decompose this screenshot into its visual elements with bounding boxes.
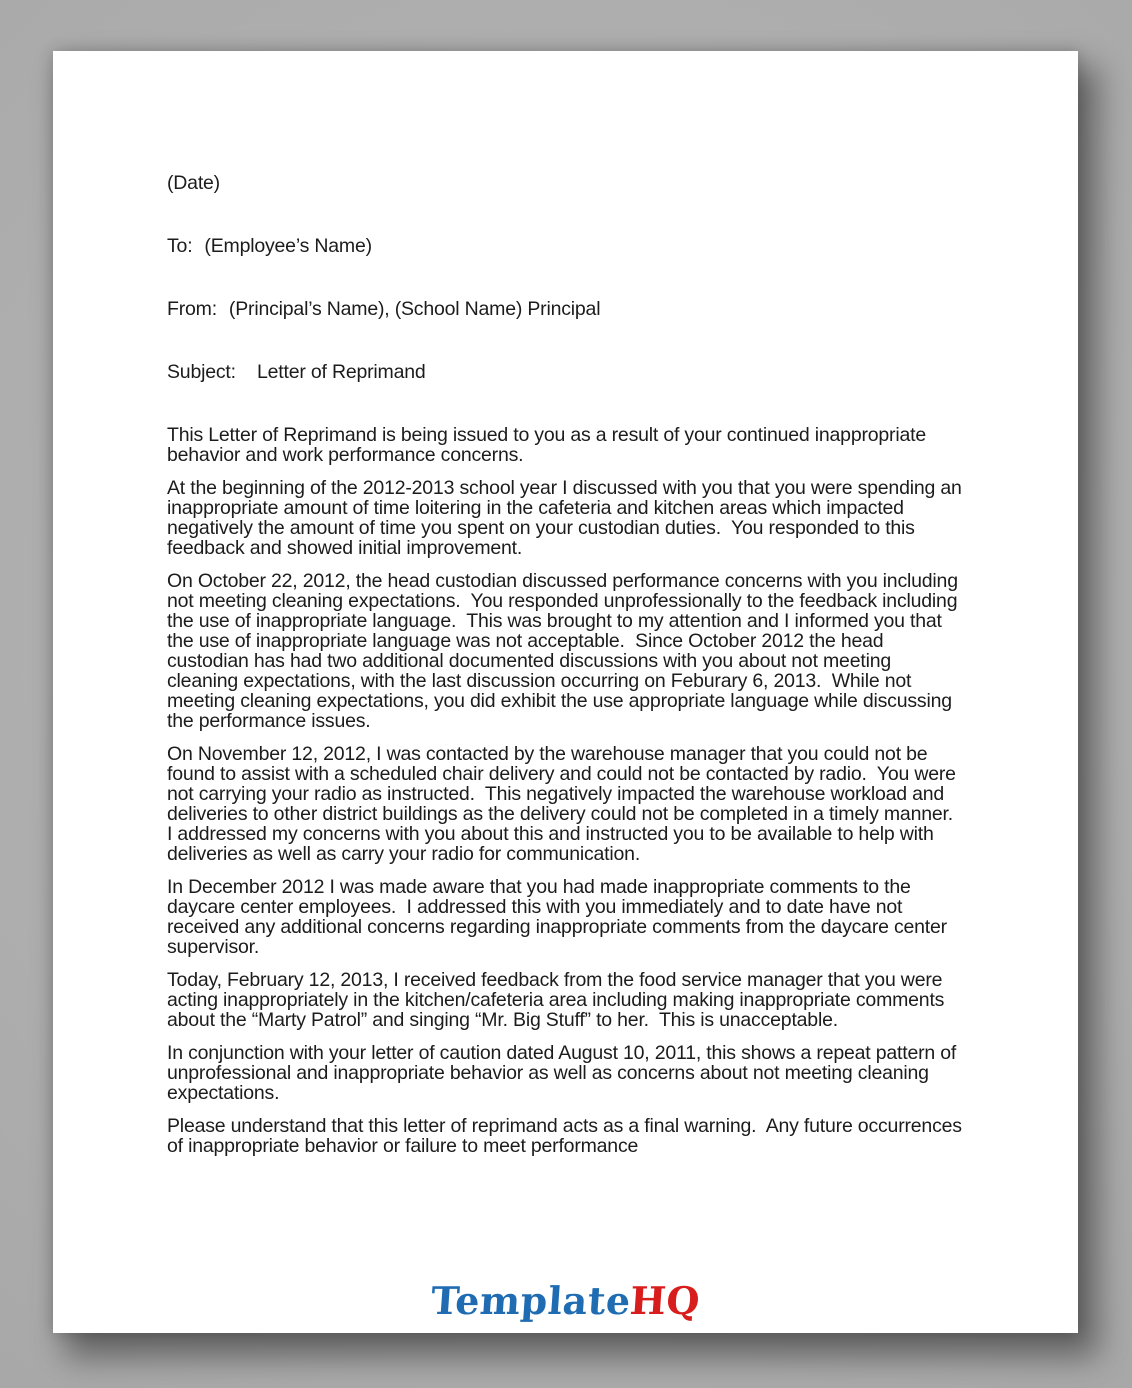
from-label: From:	[167, 298, 217, 320]
templatehq-logo	[53, 1280, 1078, 1322]
paragraph-conjunction: In conjunction with your letter of caution dated August 10, 2011, this shows a repeat pattern of unprofessional and inappropriate behavior as well as concerns about not meeting cleaning expectations.	[167, 1042, 962, 1104]
paragraph-october: On October 22, 2012, the head custodian discussed performance concerns with you including not meeting cleaning expectations. You responded unprofessionally to the feedback including the use of inappropriate language. This was brought to my attention and I informed you that the use of inappropriate language was not acceptable. Since October 2012 the head custodian has had two additional documented discussions with you about not meeting cleaning expectations, with the last discussion occurring on Feburary 6, 2013. While not meeting cleaning expectations, you did exhibit the use appropriate language while discussing the performance issues.	[167, 570, 964, 732]
letter-document	[53, 51, 1078, 1333]
to-label: To:	[167, 235, 193, 257]
logo-text-template: Template	[429, 1278, 632, 1323]
from-line	[167, 299, 965, 319]
from-value: (Principal’s Name), (School Name) Principal	[228, 298, 601, 320]
logo-text-hq: HQ	[628, 1278, 702, 1323]
to-line	[167, 236, 965, 256]
paragraph-december: In December 2012 I was made aware that you had made inappropriate comments to the daycare center employees. I addressed this with you immediately and to date have not received any additional concerns regarding inappropriate comments from the daycare center supervisor.	[167, 876, 953, 958]
subject-value: Letter of Reprimand	[257, 361, 426, 383]
paragraph-february: Today, February 12, 2013, I received feedback from the food service manager that you were acting inappropriately in the kitchen/cafeteria area including making inappropriate comments about the “Marty Patrol” and singing “Mr. Big Stuff” to her. This is unacceptable.	[167, 969, 950, 1031]
paragraph-intro: This Letter of Reprimand is being issued to you as a result of your continued inappropriate behavior and work performance concerns.	[167, 424, 932, 466]
subject-line	[167, 362, 965, 382]
subject-label: Subject:	[167, 361, 236, 383]
paragraph-final-warning: Please understand that this letter of reprimand acts as a final warning. Any future occurrences of inappropriate behavior or failure to meet performance	[167, 1115, 968, 1157]
paragraph-school-year: At the beginning of the 2012-2013 school year I discussed with you that you were spending an inappropriate amount of time loitering in the cafeteria and kitchen areas which impacted negatively the amount of time you spent on your custodian duties. You responded to this feedback and showed initial improvement.	[167, 477, 967, 559]
to-value: (Employee’s Name)	[204, 235, 372, 257]
paragraph-november: On November 12, 2012, I was contacted by the warehouse manager that you could not be found to assist with a scheduled chair delivery and could not be contacted by radio. You were not carrying your radio as instructed. This negatively impacted the warehouse workload and deliveries to other district buildings as the delivery could not be completed in a timely manner. I addressed my concerns with you about this and instructed you to be available to help with deliveries as well as carry your radio for communication.	[167, 743, 964, 865]
date-line: (Date)	[167, 172, 220, 194]
